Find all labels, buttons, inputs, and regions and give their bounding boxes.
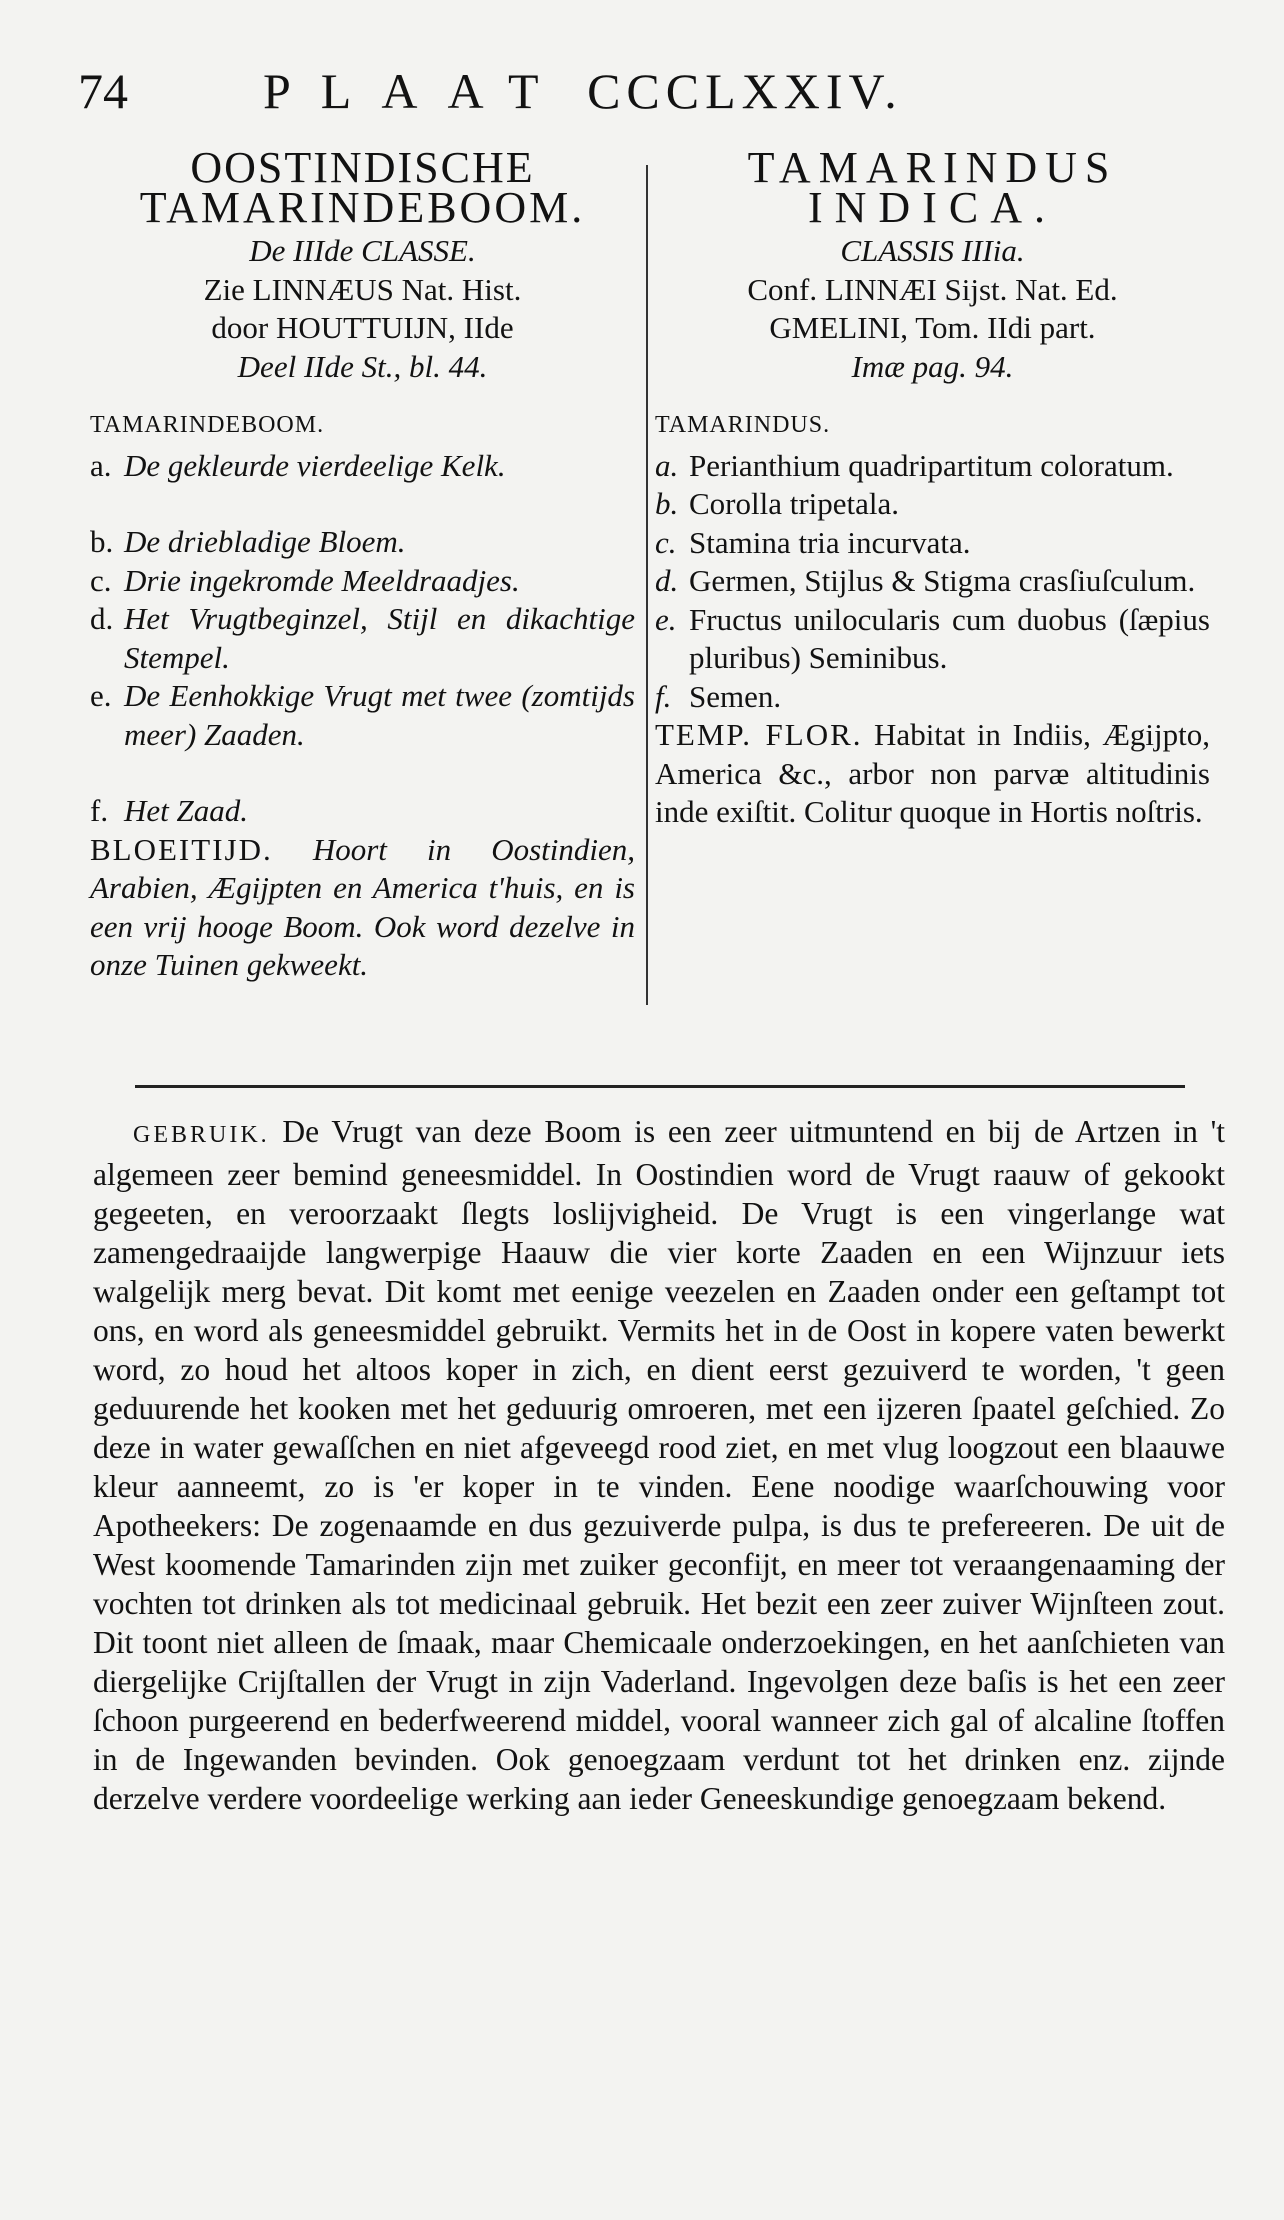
- dutch-column: [90, 143, 635, 985]
- usage-label: GEBRUIK.: [133, 1122, 270, 1148]
- item-marker: c.: [655, 524, 677, 560]
- dutch-reference-line2: door HOUTTUIJN, IIde: [211, 310, 514, 345]
- item-marker: f.: [90, 793, 109, 828]
- item-text: De driebladige Bloem.: [124, 524, 406, 559]
- item-text: Corolla tripetala.: [689, 486, 900, 521]
- dutch-item-e: [90, 677, 635, 754]
- item-marker: d.: [90, 601, 114, 636]
- item-marker: e.: [655, 601, 677, 637]
- plate-number: CCCLXXIV.: [587, 63, 903, 119]
- item-text: Perianthium quadripartitum coloratum.: [689, 447, 1174, 483]
- latin-item-a: [655, 447, 1210, 486]
- dutch-item-f: [90, 792, 635, 831]
- page-number: 74: [78, 63, 128, 119]
- latin-item-b: [655, 485, 1210, 524]
- item-text: De Eenhokkige Vrugt met twee (zomtijds meer) Zaaden.: [124, 678, 635, 752]
- item-text: Germen, Stijlus & Stigma crasſiuſculum.: [689, 563, 1196, 598]
- latin-item-c: [655, 524, 1210, 563]
- dutch-reference-line3: Deel IIde St., bl. 44.: [237, 348, 488, 384]
- latin-section-heading: TAMARINDUS.: [655, 412, 831, 438]
- latin-class-line: CLASSIS IIIia.: [840, 233, 1025, 268]
- item-marker: f.: [655, 678, 672, 714]
- dutch-title-line2: TAMARINDEBOOM.: [139, 183, 586, 232]
- dutch-flowering-paragraph: [90, 831, 635, 985]
- dutch-item-d: [90, 600, 635, 677]
- item-text: Fructus unilocularis cum duobus (ſæpius pluribus) Seminibus.: [689, 601, 1210, 675]
- flowering-label: BLOEITIJD.: [90, 831, 273, 867]
- latin-reference-line3: Imæ pag. 94.: [851, 348, 1014, 384]
- spacer: [90, 485, 635, 523]
- latin-item-f: [655, 678, 1210, 717]
- item-marker: d.: [655, 563, 679, 598]
- latin-reference-line1: Conf. LINNÆI Sijst. Nat. Ed.: [747, 271, 1118, 307]
- latin-title-line2: INDICA.: [808, 183, 1057, 232]
- item-text: De gekleurde vierdeelige Kelk.: [124, 447, 506, 483]
- item-text: Het Zaad.: [124, 793, 248, 828]
- dutch-reference-line1: Zie LINNÆUS Nat. Hist.: [203, 271, 522, 307]
- dutch-title-line1: OOSTINDISCHE: [190, 143, 535, 192]
- usage-paragraph: [93, 1112, 1225, 1818]
- dutch-item-b: [90, 523, 635, 562]
- item-text: Stamina tria incurvata.: [689, 524, 971, 560]
- item-marker: c.: [90, 562, 112, 598]
- dutch-item-c: [90, 562, 635, 601]
- usage-text: De Vrugt van deze Boom is een zeer uitmuntend en bij de Artzen in 't algemeen zeer bemind geneesmiddel. In Oostindien word de Vrugt raauw of gekookt gegeeten, en veroorzaakt ſlegts loslijvigheid. De Vrugt is een vingerlange wat zamengedraaijde langwerpige Haauw die vier korte Zaaden en een Wijnzuur iets walgelijk merg bevat. Dit komt met eenige veezelen en Zaaden onder een geſtampt tot ons, en word als geneesmiddel gebruikt. Vermits het in de Oost in kopere vaten bewerkt word, zo houd het altoos koper in zich, en dient eerst gezuiverd te worden, 't geen geduurende het kooken met het geduurig omroeren, met een ijzeren ſpaatel geſchied. Zo deze in water gewaſſchen en niet afgeveegd rood ziet, en met vlug loogzout een blaauwe kleur aanneemt, zo is 'er koper in te vinden. Eene noodige waarſchouwing voor Apotheekers: De zogenaamde en dus gezuiverde pulpa, is dus te prefereeren. De uit de West koomende Tamarinden zijn met zuiker geconfijt, en meer tot veraangenaaming der vochten tot drinken als tot medicinaal gebruik. Het bezit een zeer zuiver Wijnſteen zout. Dit toont niet alleen de ſmaak, maar Chemicaale onderzoekingen, en het aanſchieten van diergelijke Crijſtallen der Vrugt in zijn Vaderland. Ingevolgen deze baſis is het een zeer ſchoon purgeerend en bederfweerend middel, vooral wanneer zich gal of alcaline ſtoffen in de Ingewanden bevinden. Ook genoegzaam verdunt tot het drinken enz. zijnde derzelve verdere voordeelige werking aan ieder Geneeskundige genoegzaam bekend.: [93, 1114, 1226, 1816]
- item-text: Semen.: [689, 678, 782, 714]
- column-divider: [646, 165, 648, 1005]
- item-marker: a.: [90, 447, 112, 483]
- plate-word: PLAAT: [263, 63, 569, 119]
- latin-item-d: [655, 562, 1210, 601]
- flowering-label: TEMP. FLOR.: [655, 717, 863, 752]
- plate-title: [263, 62, 903, 120]
- item-text: Het Vrugtbeginzel, Stijl en dikachtige Stempel.: [124, 601, 635, 675]
- item-marker: e.: [90, 678, 112, 713]
- horizontal-rule: [135, 1085, 1185, 1088]
- item-marker: b.: [90, 524, 114, 559]
- page-header: [78, 62, 1208, 132]
- item-marker: b.: [655, 486, 679, 521]
- dutch-item-a: [90, 447, 635, 486]
- spacer: [90, 754, 635, 792]
- dutch-section-heading: TAMARINDEBOOM.: [90, 412, 325, 438]
- latin-item-e: [655, 601, 1210, 678]
- latin-title-line1: TAMARINDUS: [747, 143, 1118, 192]
- latin-reference-line2: GMELINI, Tom. IIdi part.: [769, 310, 1096, 345]
- flowering-text: Habitat in Indiis, Ægijpto, America &c., arbor non parvæ altitudinis inde exiſtit. Colitur quoque in Hortis noſtris.: [655, 717, 1211, 829]
- item-text: Drie ingekromde Meeldraadjes.: [124, 562, 520, 598]
- dutch-class-line: De IIIde CLASSE.: [249, 233, 476, 268]
- flowering-text: Hoort in Oostindien, Arabien, Ægijpten en America t'huis, en is een vrij hooge Boom. Ook word dezelve in onze Tuinen gekweekt.: [90, 831, 635, 982]
- latin-flowering-paragraph: [655, 716, 1210, 832]
- item-marker: a.: [655, 447, 679, 483]
- latin-column: [655, 143, 1211, 832]
